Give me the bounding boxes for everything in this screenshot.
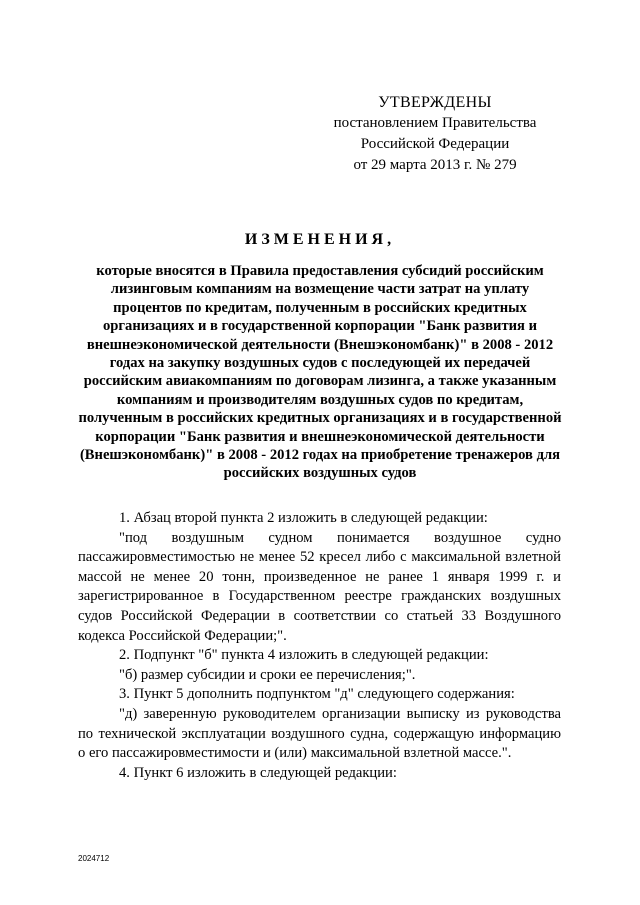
paragraph-1: 1. Абзац второй пункта 2 изложить в следующей редакции: [119,510,488,526]
document-subtitle: которые вносятся в Правила предоставления субсидий российским лизинговым компаниям на возмещение части затрат на уплату процентов по кредитам, полученным в российских кредитных организациях и в государственной корпорации "Банк развития и внешнеэкономической деятельности (Внешэкономбанк)" в 2008 - 2012 годах на закупку воздушных судов с последующей их передачей российским авиакомпаниям по договорам лизинга, а также указанным компаниям и производителям воздушных судов по кредитам, полученным в российских кредитных организациях и в государственной корпорации "Банк развития и внешнеэкономической деятельности (Внешэкономбанк)" в 2008 - 2012 годах на приобретение тренажеров для российских воздушных судов [78,263,562,482]
paragraph-4: "б) размер субсидии и сроки ее перечисления;". [119,666,416,683]
document-title: ИЗМЕНЕНИЯ, [244,231,396,248]
paragraph-3: 2. Подпункт "б" пункта 4 изложить в следующей редакции: [119,647,489,664]
document-body [78,509,561,783]
approval-line-2: Российской Федерации [360,136,510,152]
paragraph-2: "под воздушным судном понимается воздушное судно пассажировместимостью не менее 52 кресел либо с максимальной взлетной массой не менее 20 тонн, произведенное не ранее 1 января 1999 г. и зарегистрированное в Государственном реестре гражданских воздушных судов Российской Федерации в соответствии со статьей 33 Воздушного кодекса Российской Федерации;". [78,529,561,644]
paragraph-5: 3. Пункт 5 дополнить подпунктом "д" следующего содержания: [119,686,515,703]
approval-line-1: постановлением Правительства [333,115,537,131]
approval-line-3: от 29 марта 2013 г. № 279 [353,157,517,173]
paragraph-6: "д) заверенную руководителем организации выписку из руководства по технической эксплуатации воздушного судна, содержащую информацию о его пассажировместимости и (или) максимальной взлетной массе.". [78,705,561,762]
approval-stamp [330,92,540,176]
footer-document-code: 2024712 [78,854,110,863]
approval-title: УТВЕРЖДЕНЫ [378,94,492,111]
paragraph-7: 4. Пункт 6 изложить в следующей редакции: [119,764,397,781]
